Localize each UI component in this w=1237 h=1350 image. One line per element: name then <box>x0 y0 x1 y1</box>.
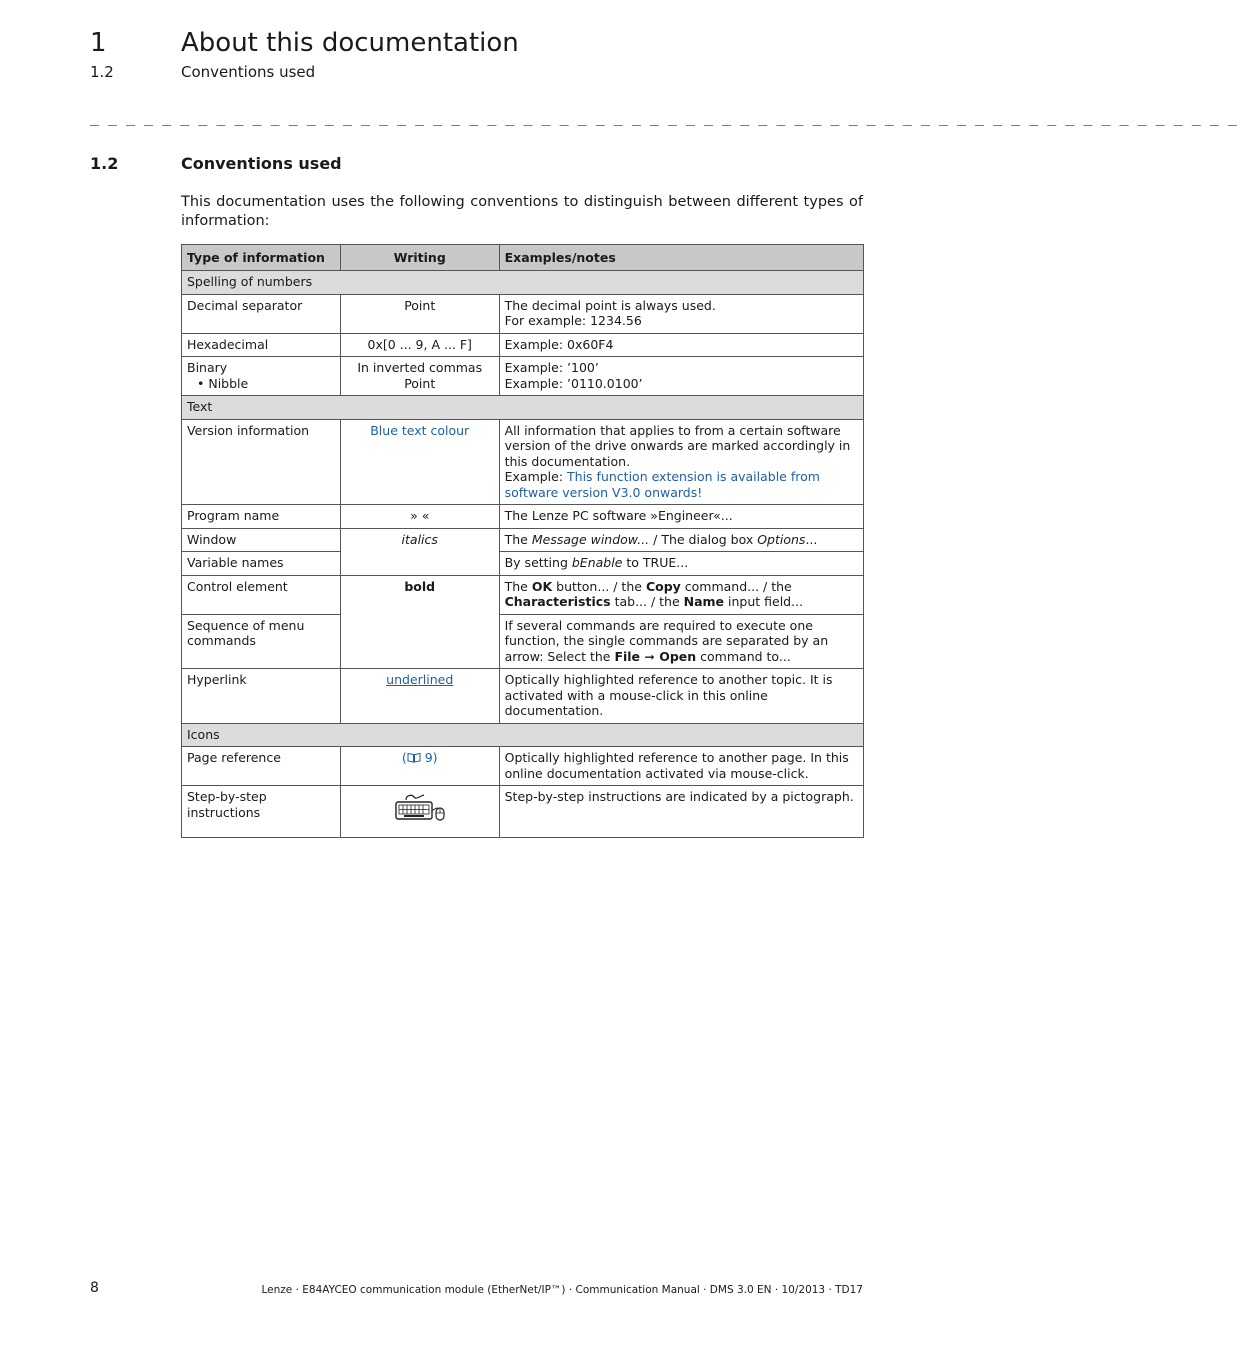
chapter-title: About this documentation <box>181 28 519 58</box>
note-bold: OK <box>531 578 553 594</box>
blue-example-text: This function extension is available from software version V3.0 onwards! <box>504 469 820 500</box>
writing-cell <box>340 575 499 669</box>
conventions-table <box>181 244 864 838</box>
keyboard-mouse-icon <box>394 792 446 822</box>
section-title: Conventions used <box>181 154 342 173</box>
note-italic: Message window... <box>531 531 650 547</box>
note-italic: Options <box>757 531 806 547</box>
note-line: Example: ’0110.0100’ <box>504 375 643 391</box>
note-text: command... / the <box>680 578 792 594</box>
type-cell: Variable names <box>182 552 341 576</box>
writing-cell: » « <box>340 505 499 529</box>
hyperlink-sample[interactable]: underlined <box>386 672 454 687</box>
type-cell: Program name <box>182 505 341 529</box>
table-row <box>182 333 864 357</box>
table-row <box>182 614 864 669</box>
table-row <box>182 786 864 838</box>
group-label: Text <box>182 396 864 420</box>
note-cell <box>499 528 863 552</box>
writing-cell: Blue text colour <box>340 419 499 505</box>
note-line: The decimal point is always used. <box>504 297 716 313</box>
header-section-number: 1.2 <box>90 63 114 81</box>
note-text: Example: <box>504 469 568 484</box>
writing-cell <box>340 786 499 838</box>
writing-line: In inverted commas <box>357 360 483 375</box>
note-cell <box>499 575 863 614</box>
type-cell: Window <box>182 528 341 552</box>
table-row <box>182 294 864 333</box>
note-line: For example: 1234.56 <box>504 313 642 328</box>
page-number: 8 <box>90 1280 99 1296</box>
group-row-icons <box>182 723 864 747</box>
header-section-title: Conventions used <box>181 63 316 81</box>
type-cell: Step-by-step instructions <box>182 786 341 838</box>
writing-cell <box>340 669 499 724</box>
note-cell: The Lenze PC software »Engineer«... <box>499 505 863 529</box>
note-text: If several commands are required to execute one function, the single commands are separated by an arrow: Select the <box>504 617 829 664</box>
page-reference-link[interactable] <box>402 750 438 765</box>
group-row-text <box>182 396 864 420</box>
writing-cell <box>340 528 499 575</box>
table-row <box>182 528 864 552</box>
type-sub-line: • Nibble <box>197 375 249 391</box>
group-label: Spelling of numbers <box>182 271 864 295</box>
note-text: input field... <box>724 594 804 609</box>
writing-line: Point <box>404 375 436 391</box>
note-text: ... <box>805 531 818 547</box>
note-text: By setting <box>504 555 572 570</box>
note-line <box>505 469 858 500</box>
note-italic: bEnable <box>571 555 623 570</box>
header-writing: Writing <box>340 245 499 271</box>
type-cell <box>182 357 341 396</box>
type-cell: Hyperlink <box>182 669 341 724</box>
type-line: Binary <box>187 360 228 375</box>
section-number: 1.2 <box>90 154 119 173</box>
note-text: / The dialog box <box>649 531 758 547</box>
writing-cell <box>340 357 499 396</box>
note-cell <box>499 614 863 669</box>
group-label: Icons <box>182 723 864 747</box>
table-row <box>182 552 864 576</box>
note-text: tab... / the <box>610 594 684 609</box>
table-row <box>182 505 864 529</box>
note-text: The <box>504 578 532 594</box>
note-cell <box>499 552 863 576</box>
header-examples: Examples/notes <box>499 245 863 271</box>
writing-cell <box>340 747 499 786</box>
note-cell: Step-by-step instructions are indicated by a pictograph. <box>499 786 863 838</box>
note-text: button... / the <box>552 578 646 594</box>
book-icon <box>407 752 421 763</box>
note-bold: Characteristics <box>504 594 611 609</box>
header-separator: _ _ _ _ _ _ _ _ _ _ _ _ _ _ _ _ _ _ _ _ _ _ _ _ _ _ _ _ _ _ _ _ _ _ _ _ _ _ _ _ _ _ _ _ _ _ _ _ _ _ _ _ _ _ _ _ _ _ _ _ _ _ _ _ <box>90 108 1237 126</box>
arrow-glyph: ➞ <box>640 648 660 664</box>
note-line: All information that applies to from a certain software version of the drive onwards are marked accordingly in this documentation. <box>504 422 851 469</box>
note-bold: File <box>614 648 641 664</box>
type-cell: Page reference <box>182 747 341 786</box>
table-row <box>182 357 864 396</box>
writing-cell: 0x[0 ... 9, A ... F] <box>340 333 499 357</box>
note-cell <box>499 419 863 505</box>
group-row-numbers <box>182 271 864 295</box>
note-cell: Example: 0x60F4 <box>499 333 863 357</box>
note-bold: Copy <box>645 578 681 594</box>
note-cell <box>499 294 863 333</box>
note-line: Example: ’100’ <box>504 360 599 375</box>
page-number-text: 9) <box>420 750 438 765</box>
note-text: The <box>504 531 532 547</box>
type-cell: Decimal separator <box>182 294 341 333</box>
intro-paragraph: This documentation uses the following conventions to distinguish between different types of information: <box>181 194 863 229</box>
note-cell: Optically highlighted reference to another topic. It is activated with a mouse-click in this online documentation. <box>499 669 863 724</box>
chapter-number: 1 <box>90 28 107 58</box>
note-cell: Optically highlighted reference to another page. In this online documentation activated via mouse-click. <box>499 747 863 786</box>
type-cell: Hexadecimal <box>182 333 341 357</box>
note-bold: Open <box>659 648 697 664</box>
table-header-row <box>182 245 864 271</box>
paren-text: ( <box>401 750 407 765</box>
type-cell: Sequence of menu commands <box>182 614 341 669</box>
note-bold: Name <box>683 594 725 609</box>
type-cell: Version information <box>182 419 341 505</box>
table-row <box>182 669 864 724</box>
italics-sample: italics <box>401 531 438 547</box>
header-type: Type of information <box>182 245 341 271</box>
note-text: to TRUE... <box>622 555 689 570</box>
type-cell: Control element <box>182 575 341 614</box>
table-row <box>182 575 864 614</box>
footer-text: Lenze · E84AYCEO communication module (EtherNet/IP™) · Communication Manual · DMS 3.0 EN · 10/2013 · TD17 <box>261 1284 863 1296</box>
table-row <box>182 419 864 505</box>
table-row <box>182 747 864 786</box>
writing-cell: Point <box>340 294 499 333</box>
note-cell <box>499 357 863 396</box>
note-text: command to... <box>696 648 791 664</box>
bold-sample: bold <box>404 578 436 594</box>
